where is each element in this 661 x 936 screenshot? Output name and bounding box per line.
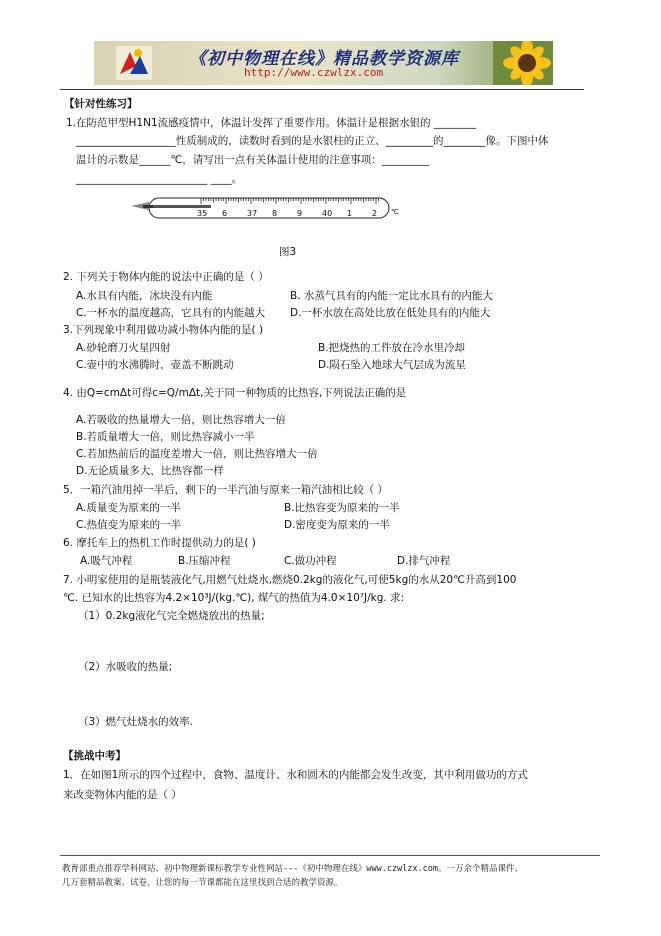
figure-label: 图3 xyxy=(279,246,297,258)
text-line: B.比热容变为原来的一半 xyxy=(284,502,400,514)
text-line: B.压缩冲程 xyxy=(178,555,231,567)
text-line: 【挑战中考】 xyxy=(63,750,126,762)
text-line: 3.下列现象中利用做功减小物体内能的是( ) xyxy=(63,324,264,336)
text-line: A.若吸收的热量增大一倍，则比热容增大一倍 xyxy=(76,414,286,426)
scale-label: 8 xyxy=(272,209,278,218)
thermometer-unit: ℃ xyxy=(391,208,399,216)
text-line: （2）水吸收的热量; xyxy=(78,661,173,673)
scale-label: 1 xyxy=(347,209,353,218)
scale-label: 2 xyxy=(372,209,378,218)
text-line: B. 水蒸气具有的内能一定比水具有的内能大 xyxy=(290,290,493,302)
thermometer-figure xyxy=(129,196,409,226)
scale-label: 37 xyxy=(247,209,258,218)
text-line: D.无论质量多大，比热容都一样 xyxy=(76,465,224,477)
text-line: 4. 由Q=cmΔt可得c=Q/mΔt,关于同一种物质的比热容,下列说法正确的是 xyxy=(63,387,407,399)
text-line: （3）燃气灶烧水的效率. xyxy=(78,716,194,728)
text-line: 5．一箱汽油用掉一半后，剩下的一半汽油与原来一箱汽油相比较（ ） xyxy=(63,484,389,496)
text-line: A.质量变为原来的一半 xyxy=(76,502,181,514)
text-line: A.吸气冲程 xyxy=(80,555,133,567)
text-line: _________________________ ____。 xyxy=(76,173,243,185)
scale-label: 6 xyxy=(222,209,228,218)
text-line: 1.在防范甲型H1N1流感疫情中，体温计发挥了重要作用。体温计是根据水银的 ________ xyxy=(66,117,476,129)
text-line: 【针对性练习】 xyxy=(64,98,138,110)
text-line: 6. 摩托车上的热机工作时提供动力的是( ) xyxy=(63,537,256,549)
text-line: 7. 小明家使用的是瓶装液化气,用燃气灶烧水,燃烧0.2kg的液化气,可使5kg的水从20℃升高到100 xyxy=(63,574,517,586)
text-line: ℃. 已知水的比热容为4.2×10³J/(kg.℃), 煤气的热值为4.0×10⁷J/kg. 求: xyxy=(63,592,405,604)
text-line: D.排气冲程 xyxy=(397,555,451,567)
text-line: C.热值变为原来的一半 xyxy=(76,519,182,531)
text-line: 温计的示数是______℃，请写出一点有关体温计使用的注意事项：_________ xyxy=(76,154,430,166)
text-line: 1．在如图1所示的四个过程中，食物、温度计、水和圆木的内能都会发生改变，其中利用做功的方式 xyxy=(63,769,528,781)
text-line: 来改变物体内能的是（ ） xyxy=(63,789,182,801)
sunflower-icon xyxy=(493,41,553,85)
footer-line-1: 教育部重点推荐学科网站、初中物理新课标教学专业性网站---《初中物理在线》www.czwlzx.com。一万余个精品课件、 xyxy=(62,864,524,874)
page-footer xyxy=(62,862,602,890)
banner-title: 《初中物理在线》精品教学资源库 xyxy=(189,49,459,69)
banner-url[interactable]: http://www.czwlzx.com xyxy=(244,66,384,79)
scale-label: 9 xyxy=(297,209,303,218)
site-logo-icon xyxy=(116,46,152,80)
scale-label: 35 xyxy=(197,209,208,218)
text-line: B.把烧热的工件放在冷水里冷却 xyxy=(318,342,466,354)
text-line: C.若加热前后的温度差增大一倍，则比热容增大一倍 xyxy=(76,448,318,460)
text-line: C.壶中的水沸腾时，壶盖不断跳动 xyxy=(76,359,234,371)
text-line: A.砂轮磨刀火星四射 xyxy=(76,342,171,354)
footer-divider xyxy=(60,855,600,856)
text-line: D.陨石坠入地球大气层成为流星 xyxy=(318,359,466,371)
text-line: B.若质量增大一倍，则比热容减小一半 xyxy=(76,431,255,443)
header-banner xyxy=(94,41,553,85)
text-line: ___________________性质制成的，读数时看到的是水银柱的正立、_________的________像。下图中体 xyxy=(76,135,549,147)
footer-line-2: 几万套精品教案、试卷，让您的每一节课都能在这里找到合适的教学资源。 xyxy=(62,878,343,888)
text-line: D.一杯水放在高处比放在低处具有的内能大 xyxy=(290,307,491,319)
top-divider xyxy=(60,89,584,90)
text-line: （1）0.2kg液化气完全燃烧放出的热量; xyxy=(78,610,265,622)
text-line: A.水具有内能，冰块没有内能 xyxy=(76,290,213,302)
text-line: D.密度变为原来的一半 xyxy=(284,519,390,531)
text-line: 2. 下列关于物体内能的说法中正确的是（ ） xyxy=(63,271,269,283)
text-line: C.做功冲程 xyxy=(284,555,337,567)
scale-label: 40 xyxy=(322,209,333,218)
text-line: C.一杯水的温度越高，它具有的内能越大 xyxy=(76,307,266,319)
